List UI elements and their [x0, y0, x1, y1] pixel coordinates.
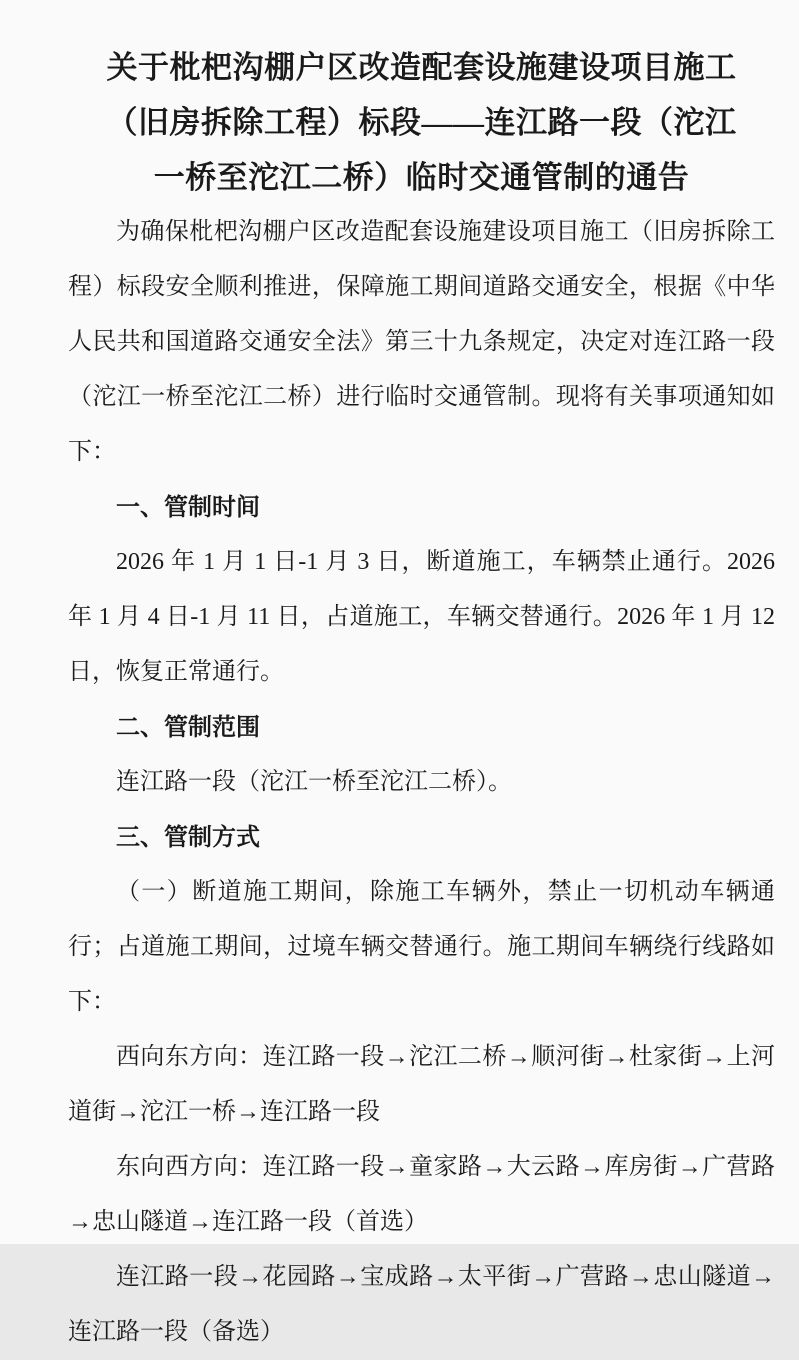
section-1-paragraph: 2026 年 1 月 1 日-1 月 3 日，断道施工，车辆禁止通行。2026 年 1 月 4 日-1 月 11 日，占道施工，车辆交替通行。2026 年 1 月 12 日，恢复正常通行。 — [68, 549, 775, 685]
intro-paragraph: 为确保枇杷沟棚户区改造配套设施建设项目施工（旧房拆除工程）标段安全顺利推进，保障施工期间道路交通安全，根据《中华人民共和国道路交通安全法》第三十九条规定，决定对连江路一段（沱江一桥至沱江二桥）进行临时交通管制。现将有关事项通知如下： — [68, 219, 775, 465]
section-3-paragraph-control-mode: （一）断道施工期间，除施工车辆外，禁止一切机动车辆通行；占道施工期间，过境车辆交替通行。施工期间车辆绕行线路如下： — [68, 879, 775, 1015]
detour-route-east-to-west-backup: 连江路一段→花园路→宝成路→太平街→广营路→忠山隧道→连江路一段（备选） — [68, 1264, 775, 1345]
section-2-paragraph: 连江路一段（沱江一桥至沱江二桥）。 — [116, 769, 512, 795]
section-2-heading: 二、管制范围 — [116, 714, 260, 741]
detour-route-west-to-east: 西向东方向：连江路一段→沱江二桥→顺河街→杜家街→上河道街→沱江一桥→连江路一段 — [68, 1044, 775, 1125]
notice-title: 关于枇杷沟棚户区改造配套设施建设项目施工（旧房拆除工程）标段——连江路一段（沱江一桥至沱江二桥）临时交通管制的通告 — [106, 50, 737, 195]
notice-body — [68, 205, 775, 1360]
detour-route-east-to-west-primary: 东向西方向：连江路一段→童家路→大云路→库房街→广营路→忠山隧道→连江路一段（首选） — [68, 1154, 775, 1235]
section-3-heading: 三、管制方式 — [116, 824, 260, 851]
section-1-heading: 一、管制时间 — [116, 494, 260, 521]
